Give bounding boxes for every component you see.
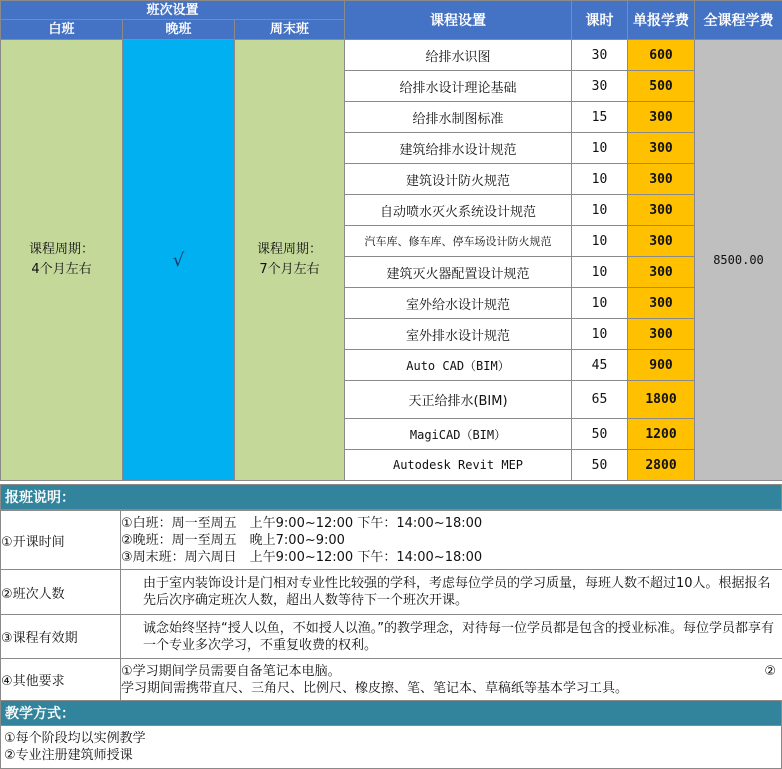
course-fee: 1200	[628, 419, 695, 450]
validity-paragraph: 诚念始终坚持“授人以鱼，不如授人以渔。”的教学理念，对待每一位学员都是包含的授业标准。每位学员都享有一个专业多次学习，不重复收费的权利。	[143, 620, 774, 653]
course-hours: 30	[572, 71, 628, 102]
course-hours: 10	[572, 164, 628, 195]
course-setting-header: 课程设置	[345, 1, 572, 40]
course-hours: 10	[572, 319, 628, 350]
course-fee: 900	[628, 350, 695, 381]
weekend-period-value: 7个月左右	[259, 262, 320, 277]
course-name: MagiCAD（BIM）	[345, 419, 572, 450]
full-course-fee: 8500.00	[695, 40, 782, 481]
course-fee: 600	[628, 40, 695, 71]
class-time-details	[121, 511, 782, 570]
other-requirement-second: 学习期间需携带直尺、三角尺、比例尺、橡皮擦、笔、笔记本、草稿纸等基本学习工具。	[121, 680, 629, 696]
course-name: 建筑灭火器配置设计规范	[345, 257, 572, 288]
day-class-period	[1, 40, 123, 481]
course-fee: 300	[628, 133, 695, 164]
course-fee: 300	[628, 319, 695, 350]
course-name: 自动喷水灭火系统设计规范	[345, 195, 572, 226]
single-fee-header: 单报学费	[628, 1, 695, 40]
course-name: 汽车库、修车库、停车场设计防火规范	[345, 226, 572, 257]
course-name: Autodesk Revit MEP	[345, 450, 572, 481]
validity-text	[121, 615, 782, 659]
course-hours: 50	[572, 450, 628, 481]
class-time-line: ②晚班：周一至周五 晚上7:00~9:00	[121, 532, 345, 548]
course-fee: 300	[628, 226, 695, 257]
other-requirements-text	[121, 659, 782, 701]
full-fee-header: 全课程学费	[695, 1, 782, 40]
course-fee: 500	[628, 71, 695, 102]
course-fee: 1800	[628, 381, 695, 419]
validity-label: ③课程有效期	[1, 615, 121, 659]
teaching-section-title: 教学方式：	[0, 700, 782, 726]
course-hours: 65	[572, 381, 628, 419]
enroll-info-table	[0, 510, 782, 701]
enroll-section-title: 报班说明：	[0, 484, 782, 510]
course-hours: 10	[572, 226, 628, 257]
day-class-header: 白班	[1, 20, 123, 40]
course-name: 建筑设计防火规范	[345, 164, 572, 195]
other-requirement-line	[121, 663, 782, 680]
course-fee: 300	[628, 257, 695, 288]
class-time-line: ①白班：周一至周五 上午9:00~12:00 下午：14:00~18:00	[121, 515, 483, 531]
teaching-method-line: ②专业注册建筑师授课	[4, 748, 133, 763]
other-requirement-mark: ②	[764, 663, 776, 679]
weekend-period-label: 课程周期：	[256, 242, 322, 257]
class-size-paragraph: 由于室内装饰设计是门相对专业性比较强的学科，考虑每位学员的学习质量，每班人数不超过10人。根据报名先后次序确定班次人数，超出人数等待下一个班次开课。	[143, 576, 771, 608]
schedule-group-header: 班次设置	[1, 1, 345, 20]
course-fee: 2800	[628, 450, 695, 481]
weekend-class-header: 周末班	[235, 20, 345, 40]
other-requirements-label: ④其他要求	[1, 659, 121, 701]
teaching-methods	[0, 725, 782, 769]
course-name: 给排水制图标准	[345, 102, 572, 133]
course-hours: 10	[572, 195, 628, 226]
course-hours: 50	[572, 419, 628, 450]
course-name: 室外排水设计规范	[345, 319, 572, 350]
course-hours: 10	[572, 133, 628, 164]
course-hours: 45	[572, 350, 628, 381]
class-time-label: ①开课时间	[1, 511, 121, 570]
other-requirement-first: ①学习期间学员需要自备笔记本电脑。	[121, 663, 341, 679]
hours-header: 课时	[572, 1, 628, 40]
class-size-label: ②班次人数	[1, 570, 121, 615]
weekend-class-period	[235, 40, 345, 481]
course-fee: 300	[628, 195, 695, 226]
course-name: 给排水识图	[345, 40, 572, 71]
course-name: Auto CAD（BIM）	[345, 350, 572, 381]
class-time-line: ③周末班：周六周日 上午9:00~12:00 下午：14:00~18:00	[121, 549, 483, 565]
course-fee: 300	[628, 288, 695, 319]
course-name: 给排水设计理论基础	[345, 71, 572, 102]
course-fee: 300	[628, 164, 695, 195]
course-hours: 10	[572, 288, 628, 319]
night-class-cell	[123, 40, 235, 481]
course-hours: 30	[572, 40, 628, 71]
course-name: 建筑给排水设计规范	[345, 133, 572, 164]
night-class-header: 晚班	[123, 20, 235, 40]
day-period-value: 4个月左右	[31, 262, 92, 277]
course-fee: 300	[628, 102, 695, 133]
class-size-text	[121, 570, 782, 615]
teaching-method-line: ①每个阶段均以实例教学	[4, 731, 146, 746]
day-period-label: 课程周期：	[28, 242, 94, 257]
course-name: 室外给水设计规范	[345, 288, 572, 319]
course-name: 天正给排水(BIM)	[345, 381, 572, 419]
course-hours: 15	[572, 102, 628, 133]
check-mark-icon: √	[172, 249, 185, 271]
course-hours: 10	[572, 257, 628, 288]
